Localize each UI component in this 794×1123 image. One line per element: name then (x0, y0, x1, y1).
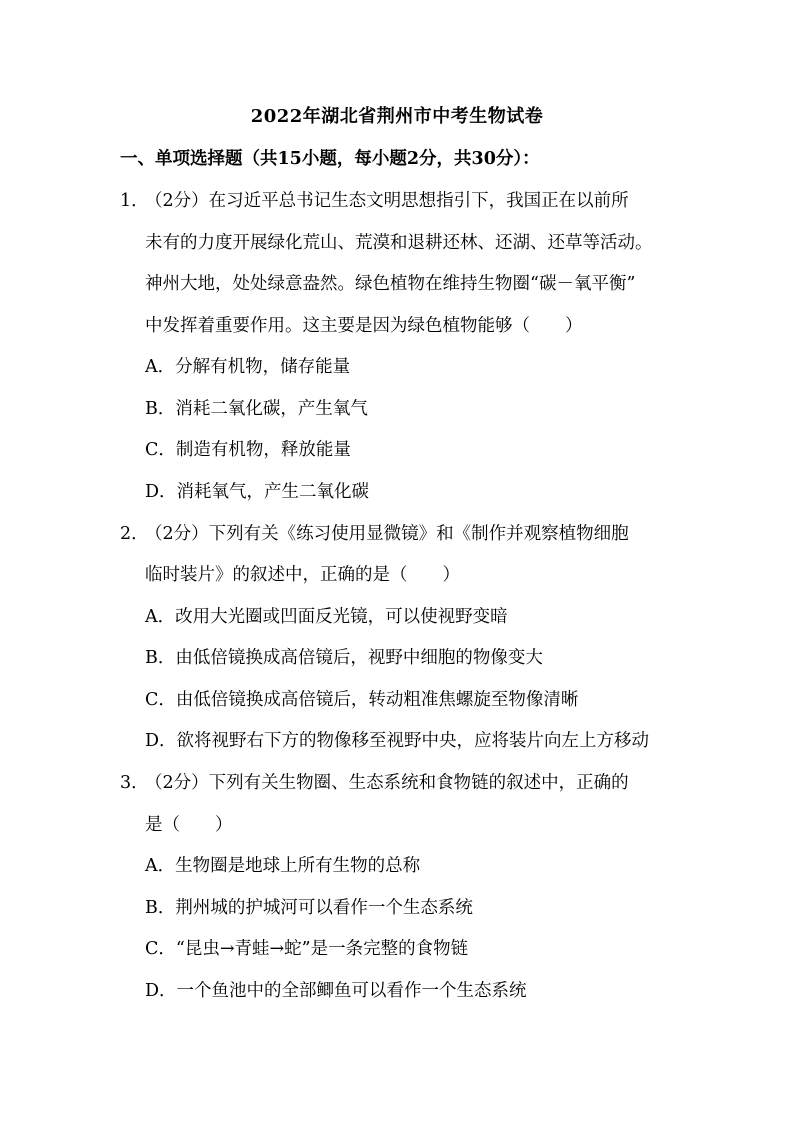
question-stem-line: 未有的力度开展绿化荒山、荒漠和退耕还林、还湖、还草等活动。 (145, 233, 653, 253)
option-b: B．消耗二氧化碳，产生氧气 (145, 399, 368, 419)
option-c: C．制造有机物，释放能量 (145, 440, 351, 460)
question-stem-line: （2分）下列有关生物圈、生态系统和食物链的叙述中，正确的 (145, 773, 629, 793)
option-d: D．消耗氧气，产生二氧化碳 (145, 482, 370, 502)
option-a: A．改用大光圈或凹面反光镜，可以使视野变暗 (145, 607, 508, 627)
option-d: D．欲将视野右下方的物像移至视野中央，应将装片向左上方移动 (145, 731, 650, 751)
question-stem-line: （2分）在习近平总书记生态文明思想指引下，我国正在以前所 (145, 191, 629, 211)
option-c: C．由低倍镜换成高倍镜后，转动粗准焦螺旋至物像清晰 (145, 690, 579, 710)
question-stem-line: 是（ ） (145, 815, 233, 835)
option-b: B．由低倍镜换成高倍镜后，视野中细胞的物像变大 (145, 648, 543, 668)
question-number: 1． (120, 191, 149, 211)
option-a: A．分解有机物，储存能量 (145, 357, 351, 377)
question-stem-line: 中发挥着重要作用。这主要是因为绿色植物能够（ ） (145, 316, 583, 336)
question-stem-line: （2分）下列有关《练习使用显微镜》和《制作并观察植物细胞 (145, 524, 629, 544)
option-d: D．一个鱼池中的全部鲫鱼可以看作一个生态系统 (145, 981, 527, 1001)
question-stem-line: 临时装片》的叙述中，正确的是（ ） (145, 565, 460, 585)
question-stem-line: 神州大地，处处绿意盎然。绿色植物在维持生物圈“碳－氧平衡” (145, 274, 636, 294)
exam-title: 2022年湖北省荆州市中考生物试卷 (250, 106, 544, 127)
option-a: A．生物圈是地球上所有生物的总称 (145, 856, 421, 876)
question-number: 2． (120, 524, 149, 544)
question-number: 3． (120, 773, 149, 793)
option-c: C．“昆虫→青蛙→蛇”是一条完整的食物链 (145, 939, 469, 959)
section-heading: 一、单项选择题（共15小题，每小题2分，共30分）： (120, 149, 540, 169)
option-b: B．荆州城的护城河可以看作一个生态系统 (145, 898, 473, 918)
